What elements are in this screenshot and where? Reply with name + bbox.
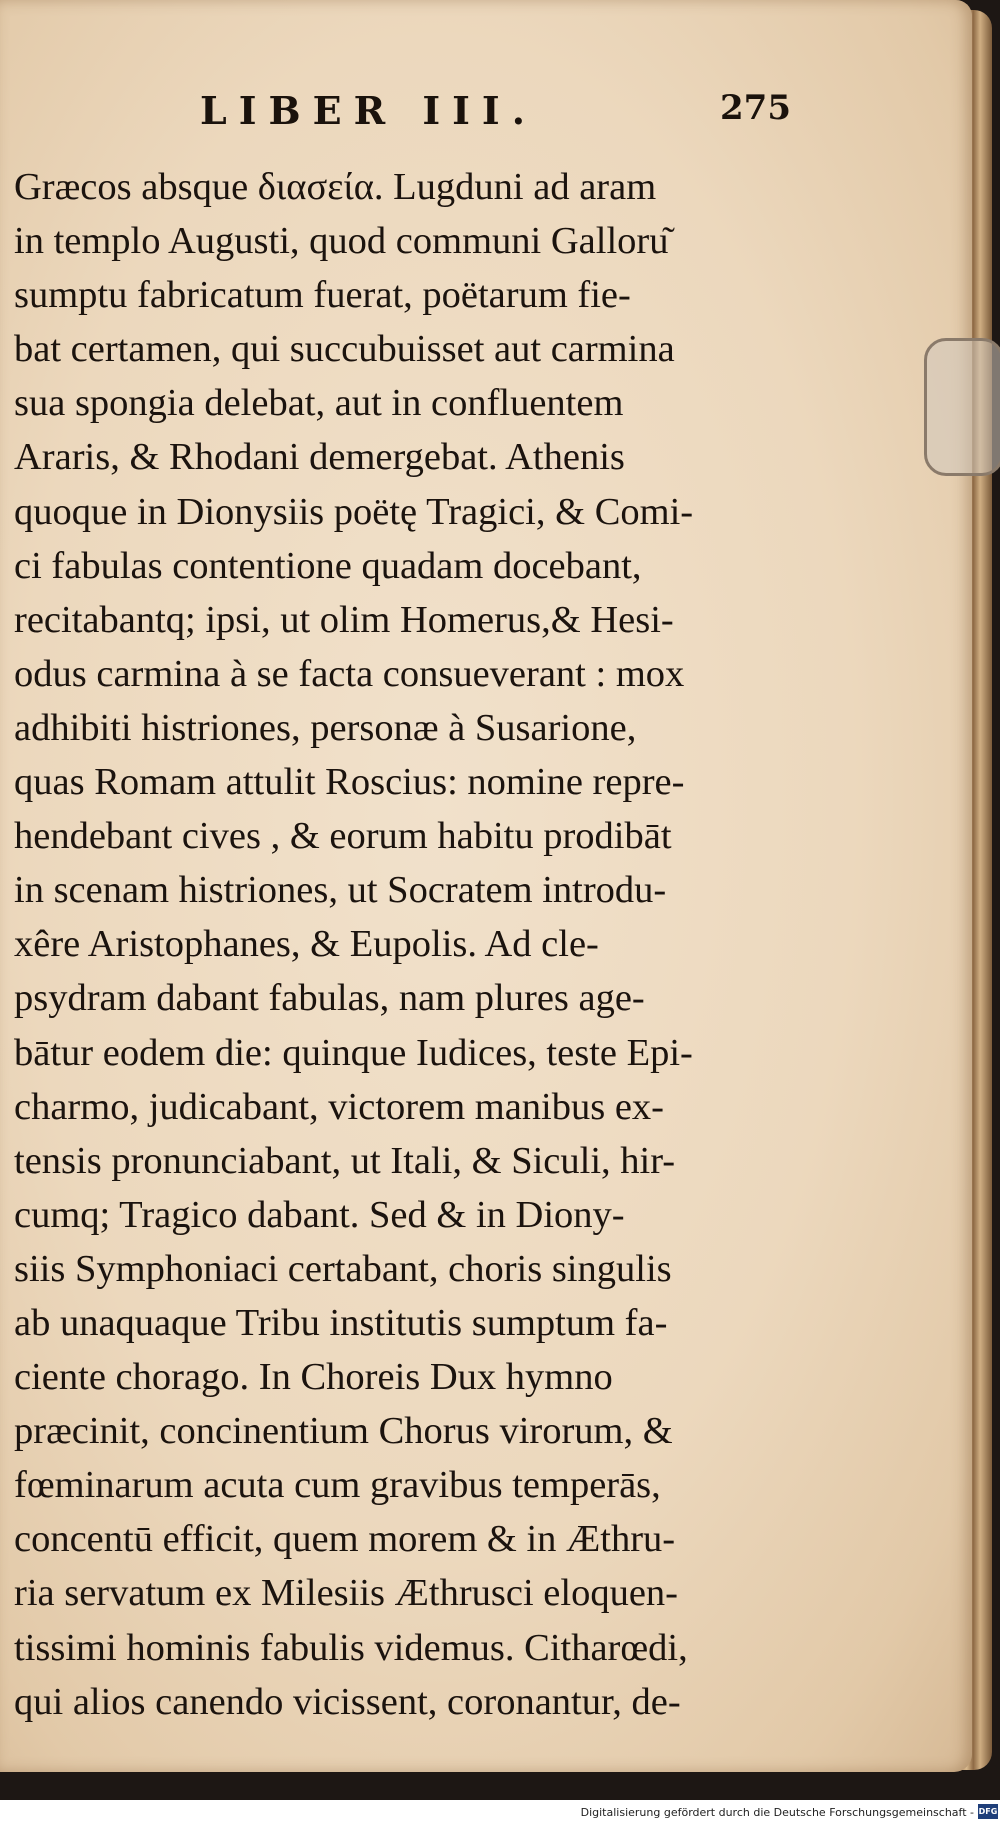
text-line: ab unaquaque Tribu institutis sumptum fa- bbox=[14, 1301, 668, 1344]
running-title: LIBER III. bbox=[200, 88, 537, 133]
text-line: ci fabulas contentione quadam docebant, bbox=[14, 544, 642, 587]
page-header bbox=[200, 88, 800, 148]
text-line: ria servatum ex Milesiis Æthrusci eloquen- bbox=[14, 1572, 678, 1615]
text-line: Araris, & Rhodani demergebat. Athenis bbox=[14, 436, 625, 479]
text-line: tissimi hominis fabulis videmus. Citharœdi, bbox=[14, 1626, 688, 1669]
text-line: bātur eodem die: quinque Iudices, teste Epi- bbox=[14, 1031, 693, 1074]
text-line: recitabantq; ipsi, ut olim Homerus,& Hesi- bbox=[14, 598, 674, 641]
text-line: siis Symphoniaci certabant, choris singulis bbox=[14, 1247, 672, 1290]
text-line: charmo, judicabant, victorem manibus ex- bbox=[14, 1085, 665, 1128]
text-line: sua spongia delebat, aut in confluentem bbox=[14, 382, 624, 425]
text-line: xêre Aristophanes, & Eupolis. Ad cle- bbox=[14, 923, 599, 966]
text-line: quoque in Dionysiis poëtę Tragici, & Comi- bbox=[14, 490, 694, 533]
text-line: sumptu fabricatum fuerat, poëtarum fie- bbox=[14, 274, 631, 317]
dfg-logo: DFG bbox=[978, 1804, 998, 1819]
body-text bbox=[14, 160, 844, 1729]
text-line: in scenam histriones, ut Socratem introdu- bbox=[14, 869, 667, 912]
text-line: fœminarum acuta cum gravibus temperās, bbox=[14, 1464, 661, 1507]
text-line: psydram dabant fabulas, nam plures age- bbox=[14, 977, 645, 1020]
text-line: quas Romam attulit Roscius: nomine repre- bbox=[14, 761, 685, 804]
clasp-tab bbox=[924, 338, 1000, 476]
text-line: odus carmina à se facta consueverant : mox bbox=[14, 652, 685, 695]
text-line: præcinit, concinentium Chorus virorum, & bbox=[14, 1410, 673, 1453]
text-line: bat certamen, qui succubuisset aut carmina bbox=[14, 328, 675, 371]
text-line: hendebant cives , & eorum habitu prodibāt bbox=[14, 815, 672, 858]
page-number: 275 bbox=[720, 88, 791, 128]
digitization-credit: Digitalisierung gefördert durch die Deutsche Forschungsgemeinschaft - bbox=[580, 1806, 974, 1819]
text-line: adhibiti histriones, personæ à Susarione, bbox=[14, 706, 637, 749]
text-line: tensis pronunciabant, ut Itali, & Siculi, hir- bbox=[14, 1139, 676, 1182]
text-line: qui alios canendo vicissent, coronantur, de- bbox=[14, 1680, 681, 1723]
text-line: concentū efficit, quem morem & in Æthru- bbox=[14, 1518, 676, 1561]
text-line: cumq; Tragico dabant. Sed & in Diony- bbox=[14, 1193, 625, 1236]
text-line: Græcos absque διασεία. Lugduni ad aram bbox=[14, 166, 657, 208]
text-line: ciente chorago. In Choreis Dux hymno bbox=[14, 1356, 613, 1399]
text-line: in templo Augusti, quod communi Galloru͂ bbox=[14, 220, 669, 263]
